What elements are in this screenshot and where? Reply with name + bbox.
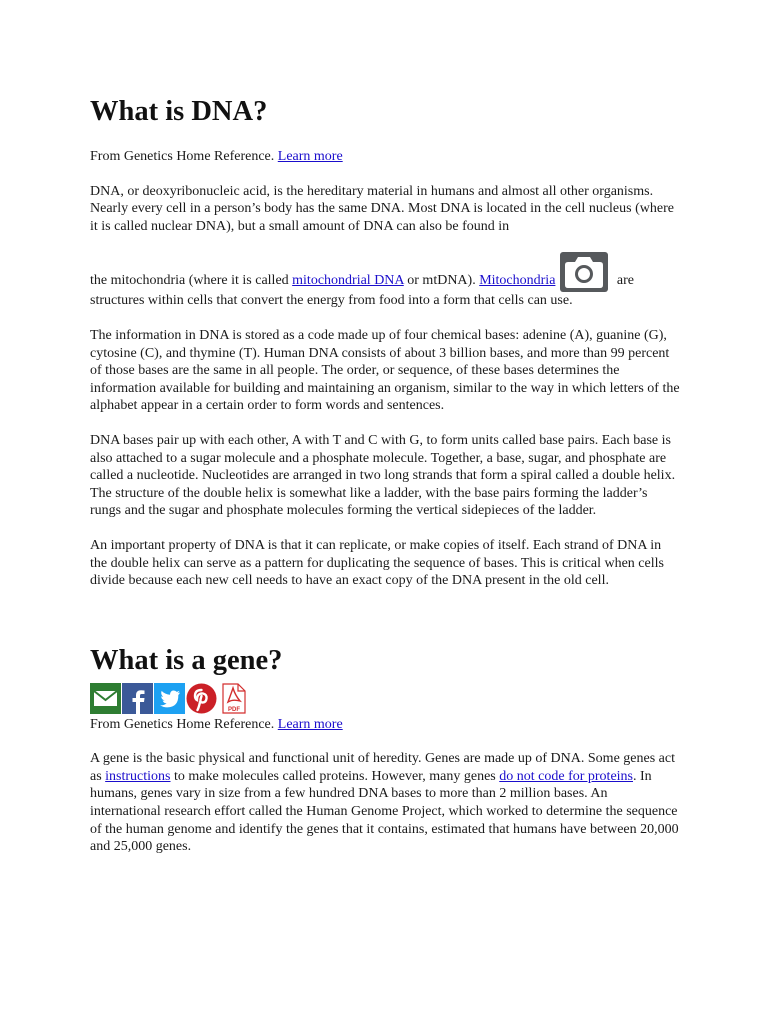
text-segment: . In humans, genes vary in size from a few hundred DNA bases to more than 2 million bases. An international research effort called the Human Genome Project, which worked to determine the sequence of the human genome and identify the genes that it contains, estimated that humans have between 20,000 and 25,000 genes. [90,768,679,855]
dna-paragraph-1b [90,252,680,310]
source-text: From Genetics Home Reference. [90,149,275,164]
dna-paragraph-2: The information in DNA is stored as a code made up of four chemical bases: adenine (A), guanine (G), cytosine (C), and thymine (T). Human DNA consists of about 3 billion bases, and more than 99 percent of those bases are the same in all people. The order, or sequence, of these bases determines the information available for building and maintaining an organism, similar to the way in which letters of the alphabet appear in a certain order to form words and sentences. [90,327,680,414]
article [90,94,680,856]
do-not-code-for-proteins-link[interactable]: do not code for proteins [499,768,633,784]
text-segment: or mtDNA). [407,273,476,289]
heading-what-is-a-gene: What is a gene? [90,644,283,676]
dna-paragraph-3: DNA bases pair up with each other, A with T and C with G, to form units called base pairs. Each base is also attached to a sugar molecule and a phosphate molecule. Together, a base, sugar, and phosphate are called a nucleotide. Nucleotides are arranged in two long strands that form a spiral called a double helix. The structure of the double helix is somewhat like a ladder, with the base pairs forming the ladder’s rungs and the sugar and phosphate molecules forming the vertical sidepieces of the ladder. [90,432,676,519]
pinterest-icon[interactable] [186,683,217,714]
pdf-icon-label: PDF [228,706,240,713]
text-segment: A gene is the basic physical and functional unit of heredity. Genes are made up of DNA. Some genes act as [90,751,675,784]
gene-paragraph-1 [90,750,680,856]
pdf-icon[interactable] [218,683,249,714]
dna-paragraph-1a: DNA, or deoxyribonucleic acid, is the hereditary material in humans and almost all other organisms. Nearly every cell in a person’s body has the same DNA. Most DNA is located in the cell nucleus (where it is called nuclear DNA), but a small amount of DNA can also be found in [90,183,674,234]
instructions-link[interactable]: instructions [105,768,171,784]
share-bar [90,683,680,716]
email-icon[interactable] [90,683,121,714]
source-text: From Genetics Home Reference. [90,716,275,732]
learn-more-link-gene[interactable]: Learn more [277,716,343,732]
mitochondrial-dna-link[interactable]: mitochondrial DNA [292,273,404,289]
facebook-icon[interactable] [122,683,153,714]
camera-icon[interactable] [560,252,608,292]
source-line-gene [90,716,680,734]
heading-what-is-dna: What is DNA? [90,96,268,127]
source-line-dna [90,148,680,166]
mitochondria-link[interactable]: Mitochondria [479,273,556,289]
twitter-icon[interactable] [154,683,185,714]
text-segment: are structures within cells that convert the energy from food into a form that cells can use. [90,273,635,309]
learn-more-link-dna[interactable]: Learn more [277,149,343,164]
dna-paragraph-4: An important property of DNA is that it can replicate, or make copies of itself. Each strand of DNA in the double helix can serve as a pattern for duplicating the sequence of bases. This is critical when cells divide because each new cell needs to have an exact copy of the DNA present in the old cell. [90,537,664,589]
text-segment: to make molecules called proteins. However, many genes [174,768,496,784]
text-segment: the mitochondria (where it is called [90,273,289,289]
